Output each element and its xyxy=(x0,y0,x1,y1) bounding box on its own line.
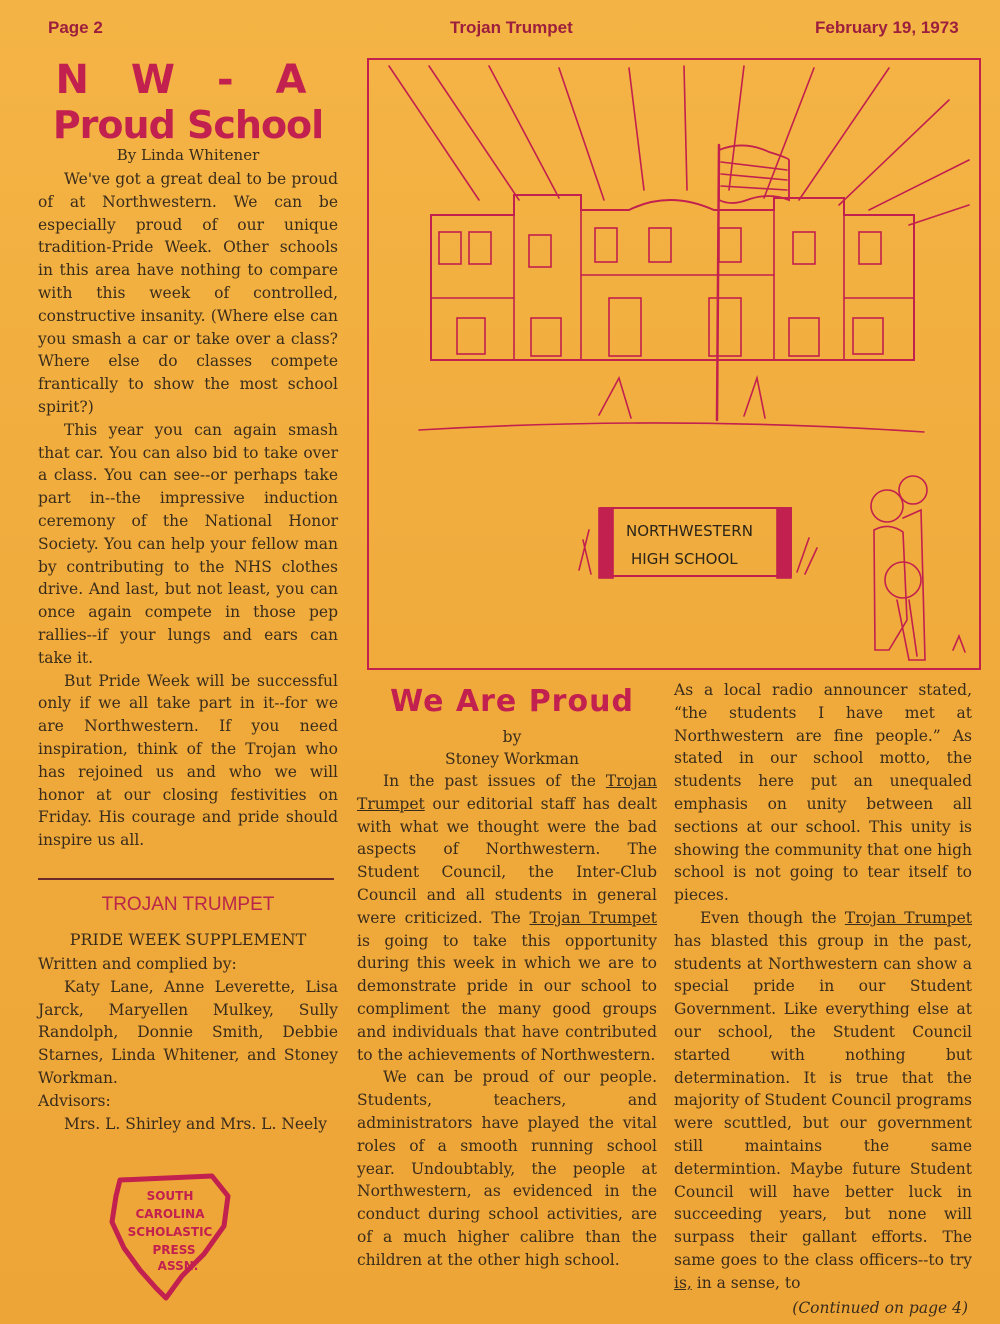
issue-date: February 19, 1973 xyxy=(815,18,959,37)
article-we-are-proud-part2 xyxy=(674,679,972,1319)
text-run: In the past issues of the xyxy=(383,772,606,790)
sign-line2: HIGH SCHOOL xyxy=(631,550,738,568)
text-run: has blasted this group in the past, students at Northwestern can show a special pride in our Student Government. Like everything else at our school, the Student Council started with nothing but determination. It is true that the majority of Student Council programs were scuttled, but our government still maintains the same determintion. Maybe future Student Council will have better luck in succeeding years, but none will surpass their gallant efforts. The same goes to the class officers--to try xyxy=(674,931,972,1269)
advisors-names: Mrs. L. Shirley and Mrs. L. Neely xyxy=(64,1114,327,1133)
article-paragraph xyxy=(674,907,972,1295)
article-proud-school xyxy=(38,56,338,852)
advisors-label: Advisors: xyxy=(38,1091,111,1110)
article-paragraph: We've got a great deal to be proud of at Northwestern. We can be especially proud of our unique tradition-Pride Week. Other schools in this area have nothing to compare with this week of controlled, constructive insanity. (Where else can you smash a car or take over a class? Where else do classes compete frantically to show the most school spirit?) xyxy=(38,170,338,416)
text-run: our editorial staff has dealt with what we thought were the bad aspects of Northwestern. The Student Council, the Inter-Club Council and all students in general were criticized. The xyxy=(357,794,657,927)
article-byline xyxy=(362,726,662,770)
seal-line3: SCHOLASTIC xyxy=(127,1225,213,1239)
article-title-line1: N W - A xyxy=(55,57,321,103)
article-byline: By Linda Whitener xyxy=(116,146,260,164)
continued-note: (Continued on page 4) xyxy=(792,1298,968,1317)
article-paragraph: But Pride Week will be successful only if we all take part in it--for we are Northwestern. If you need inspiration, think of the Trojan who has rejoined us and who we will honor at our closing festivities on Friday. His courage and pride should inspire us all. xyxy=(38,671,338,850)
article-paragraph: We can be proud of our people. Students, teachers, and administrators have played the vital roles of a smooth running school year. Undoubtably, the people at Northwestern, as evidenced in the conduct during school activities, are of a much higher calibre than the children at the other high school. xyxy=(357,1068,657,1269)
article-title: We Are Proud xyxy=(390,684,634,719)
publication-name: Trojan Trumpet xyxy=(357,772,657,813)
article-paragraph xyxy=(357,770,657,1066)
byline-author: Stoney Workman xyxy=(445,750,579,768)
press-association-seal xyxy=(100,1166,240,1306)
article-paragraph: This year you can again smash that car. You can also bid to take over a class. You can see--or perhaps take part in--the impressive induction ceremony of the National Honor Society. You can help your fellow man by contributing to the NHS clothes drive. And last, but not least, you can once again compete in those pep rallies--if your lungs and ears can take it. xyxy=(38,420,338,667)
school-illustration xyxy=(367,58,981,670)
text-run: is going to take this opportunity during this week in which we are to demonstrate pride in our school to compliment the many good groups and individuals that have contributed to the achievements of Northwestern. xyxy=(357,931,657,1064)
written-by-label: Written and complied by: xyxy=(38,955,237,973)
staff-title: TROJAN TRUMPET xyxy=(101,894,275,915)
staff-box xyxy=(38,894,338,1135)
sign-line1: NORTHWESTERN xyxy=(626,522,753,540)
article-title-line2: Proud School xyxy=(52,103,324,147)
text-run: Even though the xyxy=(700,908,845,927)
staff-names: Katy Lane, Anne Leverette, Lisa Jarck, Maryellen Mulkey, Sully Randolph, Donnie Smith, Debbie Starnes, Linda Whitener, and Stoney Workman. xyxy=(38,977,338,1087)
article-paragraph: As a local radio announcer stated, “the students I have met at Northwestern are fine people.” As stated in our school motto, the students here put an unequaled emphasis on unity between all sections at our school. This unity is showing the community that one high school is not going to tear itself to pieces. xyxy=(674,681,972,905)
school-drawing xyxy=(369,60,979,668)
newspaper-name: Trojan Trumpet xyxy=(450,18,573,37)
text-run: in a sense, to xyxy=(691,1273,801,1292)
publication-name: Trojan Trumpet xyxy=(844,908,972,927)
seal-line1: SOUTH xyxy=(146,1189,194,1203)
seal-line5: ASSN. xyxy=(157,1259,199,1273)
column-divider xyxy=(38,878,334,880)
underlined-word: is, xyxy=(674,1273,692,1292)
article-we-are-proud-part1 xyxy=(357,770,657,1272)
seal-line2: CAROLINA xyxy=(135,1207,205,1221)
seal-line4: PRESS xyxy=(152,1243,196,1257)
byline-by: by xyxy=(502,728,522,746)
article-body xyxy=(38,168,338,852)
staff-subtitle: PRIDE WEEK SUPPLEMENT xyxy=(69,930,307,949)
publication-name: Trojan Trumpet xyxy=(529,908,657,927)
page-number: Page 2 xyxy=(48,18,103,37)
